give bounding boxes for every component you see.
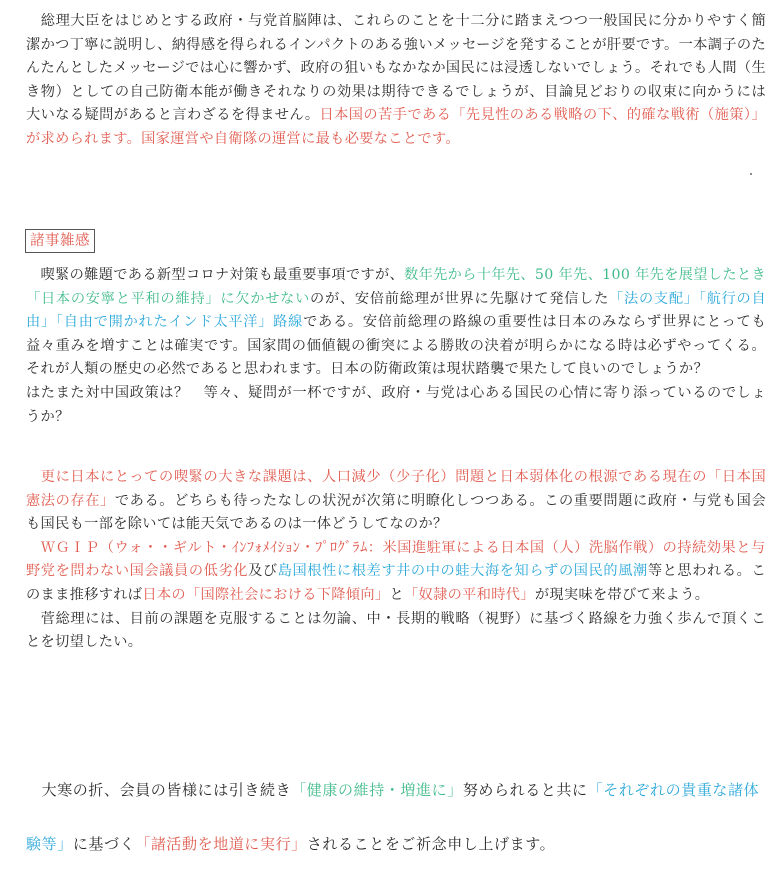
intro-paragraph: [26, 10, 766, 152]
closing-text-1: 大寒の折、会員の皆様には引き続き: [26, 781, 292, 799]
s2-text-3: 等と思われる。このまま推移すれば: [26, 563, 766, 603]
closing-text-2: 努められると共に: [462, 781, 588, 799]
section-heading: 諸事雑感: [25, 229, 95, 253]
intro-highlight-red: 日本国の苦手である「先見性のある戦略の下、的確な戦術（施策）」が求められます。国家運営や自衛隊の運営に最も必要なことです。: [26, 107, 766, 147]
closing-highlight-red: 「諸活動を地道に実行」: [135, 835, 307, 853]
s2-text-4: と: [389, 586, 404, 603]
stray-dot: [750, 173, 752, 175]
s2-text-2: 及び: [248, 563, 278, 580]
s2-highlight-blue: 島国根性に根差す井の中の蛙大海を知らずの国民的風潮: [277, 563, 648, 580]
intro-text: 総理大臣をはじめとする政府・与党首脳陣は、これらのことを十二分に踏まえつつ一般国民に分かりやすく簡潔かつ丁寧に説明し、納得感を得られるインパクトのある強いメッセージを発することが肝要です。一本調子のたんたんとしたメッセージでは心に響かず、政府の狙いもなかなか国民には浸透しないでしょう。それでも人間（生き物）としての自己防衛本能が働きそれなりの効果は期待できるでしょうが、目論見どおりの収束に向かうには大いなる疑問があると言わざるを得ません。: [26, 13, 766, 124]
s1-text-2: のが、安倍前総理が世界に先駆けて発信した: [310, 290, 610, 307]
s2-highlight-red-4: 「奴隷の平和時代」: [404, 586, 535, 603]
closing-highlight-green: 「健康の維持・増進に」: [291, 781, 463, 799]
closing-text-3: に基づく: [72, 835, 136, 853]
s1-highlight-green: 数年先から十年先、50 年先、100 年先を展望したとき「日本の安寧と平和の維持」に欠かせない: [26, 267, 766, 307]
s2-highlight-red-1: 更に日本にとっての喫緊の大きな課題は、人口減少（少子化）問題と日本弱体化の根源である現在の「日本国憲法の存在」: [26, 469, 766, 509]
section1-paragraph: [26, 264, 766, 429]
s1-highlight-blue: 「法の支配」「航行の自由」「自由で開かれたインド太平洋」路線: [26, 290, 766, 331]
s1-text-1: 喫緊の難題である新型コロナ対策も最重要事項ですが、: [26, 267, 405, 283]
s2-highlight-red-3: 日本の「国際社会における下降傾向」: [142, 586, 390, 603]
closing-text-4: されることをご祈念申し上げます。: [306, 835, 556, 853]
closing-highlight-blue: 「それぞれの貴重な諸体験等」: [26, 781, 760, 853]
s2-highlight-red-2: ＷＧＩＰ（ウォ・・ギルト・ｲﾝﾌｫﾒｲｼｮﾝ・ﾌﾟﾛｸﾞﾗﾑ：米国進駐軍による日本国（人）洗脳作戦）の持続効果と与野党を問わない国会議員の低劣化: [26, 539, 766, 580]
s2-text-6: 菅総理には、目前の課題を克服することは勿論、中・長期的戦略（視野）に基づく路線を力強く歩んで頂くことを切望したい。: [26, 610, 766, 651]
section2-paragraph: [26, 466, 766, 655]
s1-text-3: である。安倍前総理の路線の重要性は日本のみならず世界にとっても益々重みを増すことは確実です。国家間の価値観の衝突による勝敗の決着が明らかになる時は必ずやってくる。それが人類の歴史の必然であると思われます。日本の防衛政策は現状踏襲で果たして良いのでしょうか？: [26, 314, 766, 378]
s2-text-5: が現実味を帯びて来よう。: [534, 586, 710, 603]
s2-text-1: である。どちらも待ったなしの状況が次第に明瞭化しつつある。この重要問題に政府・与党も国会も国民も一部を除いては能天気であるのは一体どうしてなのか？: [26, 492, 767, 533]
closing-paragraph: [26, 763, 771, 871]
s1-text-4: はたまた対中国政策は？ 等々、疑問が一杯ですが、政府・与党は心ある国民の心情に寄り添っているのでしょうか？: [26, 384, 766, 425]
